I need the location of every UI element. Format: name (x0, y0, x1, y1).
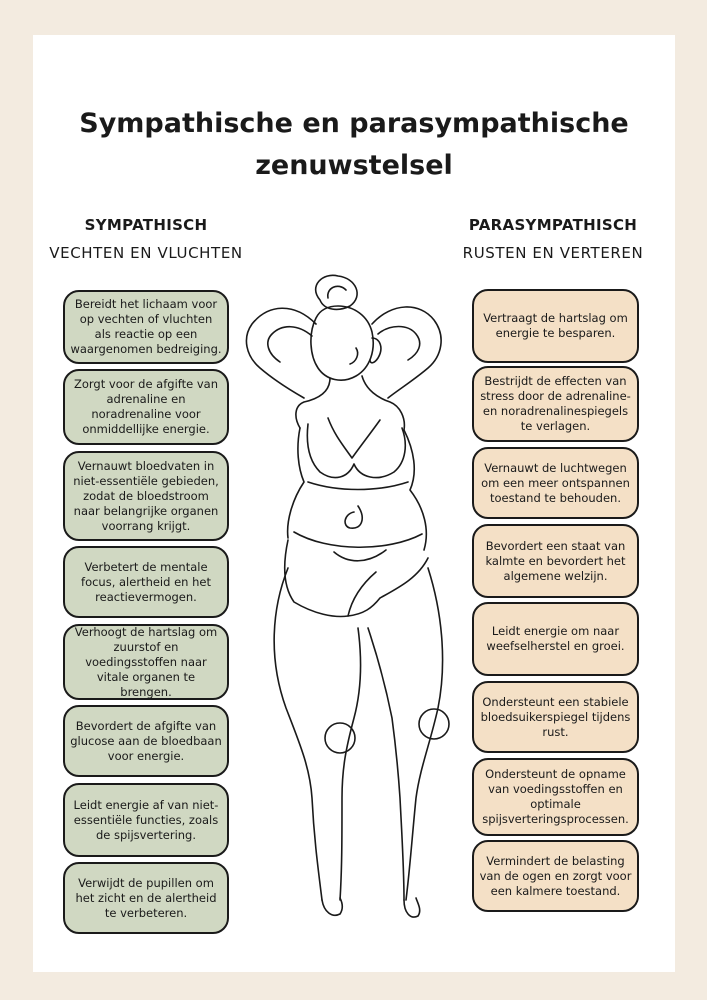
sympathetic-card (63, 783, 229, 857)
sympathetic-card (63, 290, 229, 364)
parasympathetic-card (472, 602, 639, 676)
left-leg-inner (340, 628, 361, 900)
sympathetic-card (63, 624, 229, 700)
parasympathetic-card (472, 758, 639, 836)
face-contour (350, 348, 358, 364)
card-text: Bevordert de afgifte van glucose aan de bloedbaan voor energie. (70, 718, 222, 763)
parasympathetic-card (472, 840, 639, 912)
card-text: Ondersteunt de opname van voedingsstoffen en optimale spijsverteringsprocessen. (482, 767, 629, 826)
sympathetic-card (63, 862, 229, 934)
neck-left (296, 378, 330, 428)
torso-right (404, 430, 426, 550)
card-text: Verwijdt de pupillen om het zicht en de alertheid te verbeteren. (75, 875, 217, 920)
right-arm-inner (378, 327, 420, 361)
hair-bun-detail (328, 286, 346, 298)
card-text: Vertraagt de hartslag om energie te besparen. (483, 311, 628, 340)
card-text: Bevordert een staat van kalmte en bevordert het algemene welzijn. (485, 538, 626, 583)
card-text: Bereidt het lichaam voor op vechten of vluchten als reactie op een waargenomen bedreiging. (70, 297, 222, 356)
card-text: Vernauwt de luchtwegen om een meer ontspannen toestand te behouden. (481, 460, 630, 505)
sympathetic-card (63, 451, 229, 541)
briefs-leg-line (348, 572, 376, 616)
parasympathetic-heading: PARASYMPATHISCH (468, 216, 638, 234)
parasympathetic-card (472, 524, 639, 598)
sympathetic-card (63, 705, 229, 777)
card-text: Vermindert de belasting van de ogen en zorgt voor een kalmere toestand. (479, 853, 632, 898)
page-title (33, 103, 675, 187)
title-line-1: Sympathische en parasympathische (79, 108, 629, 139)
neck-right (362, 376, 404, 430)
waist-line (294, 532, 422, 547)
title-line-2: zenuwstelsel (255, 150, 453, 181)
navel-curve (345, 506, 362, 528)
sympathetic-header (31, 216, 261, 262)
left-foot (322, 898, 342, 915)
left-arm-inner (268, 327, 312, 362)
card-text: Verbetert de mentale focus, alertheid en het reactievermogen. (81, 559, 211, 604)
card-text: Leidt energie om naar weefselherstel en groei. (486, 624, 625, 653)
body-line-art (238, 268, 468, 928)
right-leg-inner (368, 628, 404, 900)
card-text: Ondersteunt een stabiele bloedsuikerspiegel tijdens rust. (480, 694, 631, 739)
left-leg-outer (274, 568, 322, 900)
card-text: Leidt energie af van niet-essentiële functies, zoals de spijsvertering. (73, 797, 219, 842)
left-arm-outline (246, 308, 316, 398)
left-knee-circle (325, 723, 355, 753)
sympathetic-subheading: VECHTEN EN VLUCHTEN (49, 244, 243, 262)
right-foot (404, 898, 420, 917)
parasympathetic-card (472, 681, 639, 753)
sympathetic-card (63, 369, 229, 445)
right-leg-outer (406, 568, 443, 900)
underbust-line (308, 482, 408, 490)
belly-fold (334, 550, 386, 561)
card-text: Vernauwt bloedvaten in niet-essentiële gebieden, zodat de bloedstroom naar belangrijke organen voorrang krijgt. (73, 458, 219, 533)
ear-outline (370, 338, 381, 363)
card-text: Bestrijdt de effecten van stress door de adrenaline- en noradrenalinespiegels te verlagen. (480, 374, 631, 433)
torso-left (288, 428, 304, 538)
sympathetic-heading: SYMPATHISCH (84, 216, 208, 234)
bra-strap (328, 418, 380, 458)
parasympathetic-header (438, 216, 668, 262)
parasympathetic-subheading: RUSTEN EN VERTEREN (462, 244, 644, 262)
briefs-outline (285, 540, 428, 616)
parasympathetic-card (472, 366, 639, 442)
card-text: Verhoogt de hartslag om zuurstof en voedingsstoffen naar vitale organen te brengen. (74, 624, 218, 699)
head-outline (311, 306, 373, 380)
hair-bun-shape (316, 275, 357, 309)
card-text: Zorgt voor de afgifte van adrenaline en noradrenaline voor onmiddellijke energie. (73, 377, 218, 436)
parasympathetic-card (472, 447, 639, 519)
parasympathetic-card (472, 289, 639, 363)
sympathetic-card (63, 546, 229, 618)
right-arm-outline (372, 307, 441, 398)
